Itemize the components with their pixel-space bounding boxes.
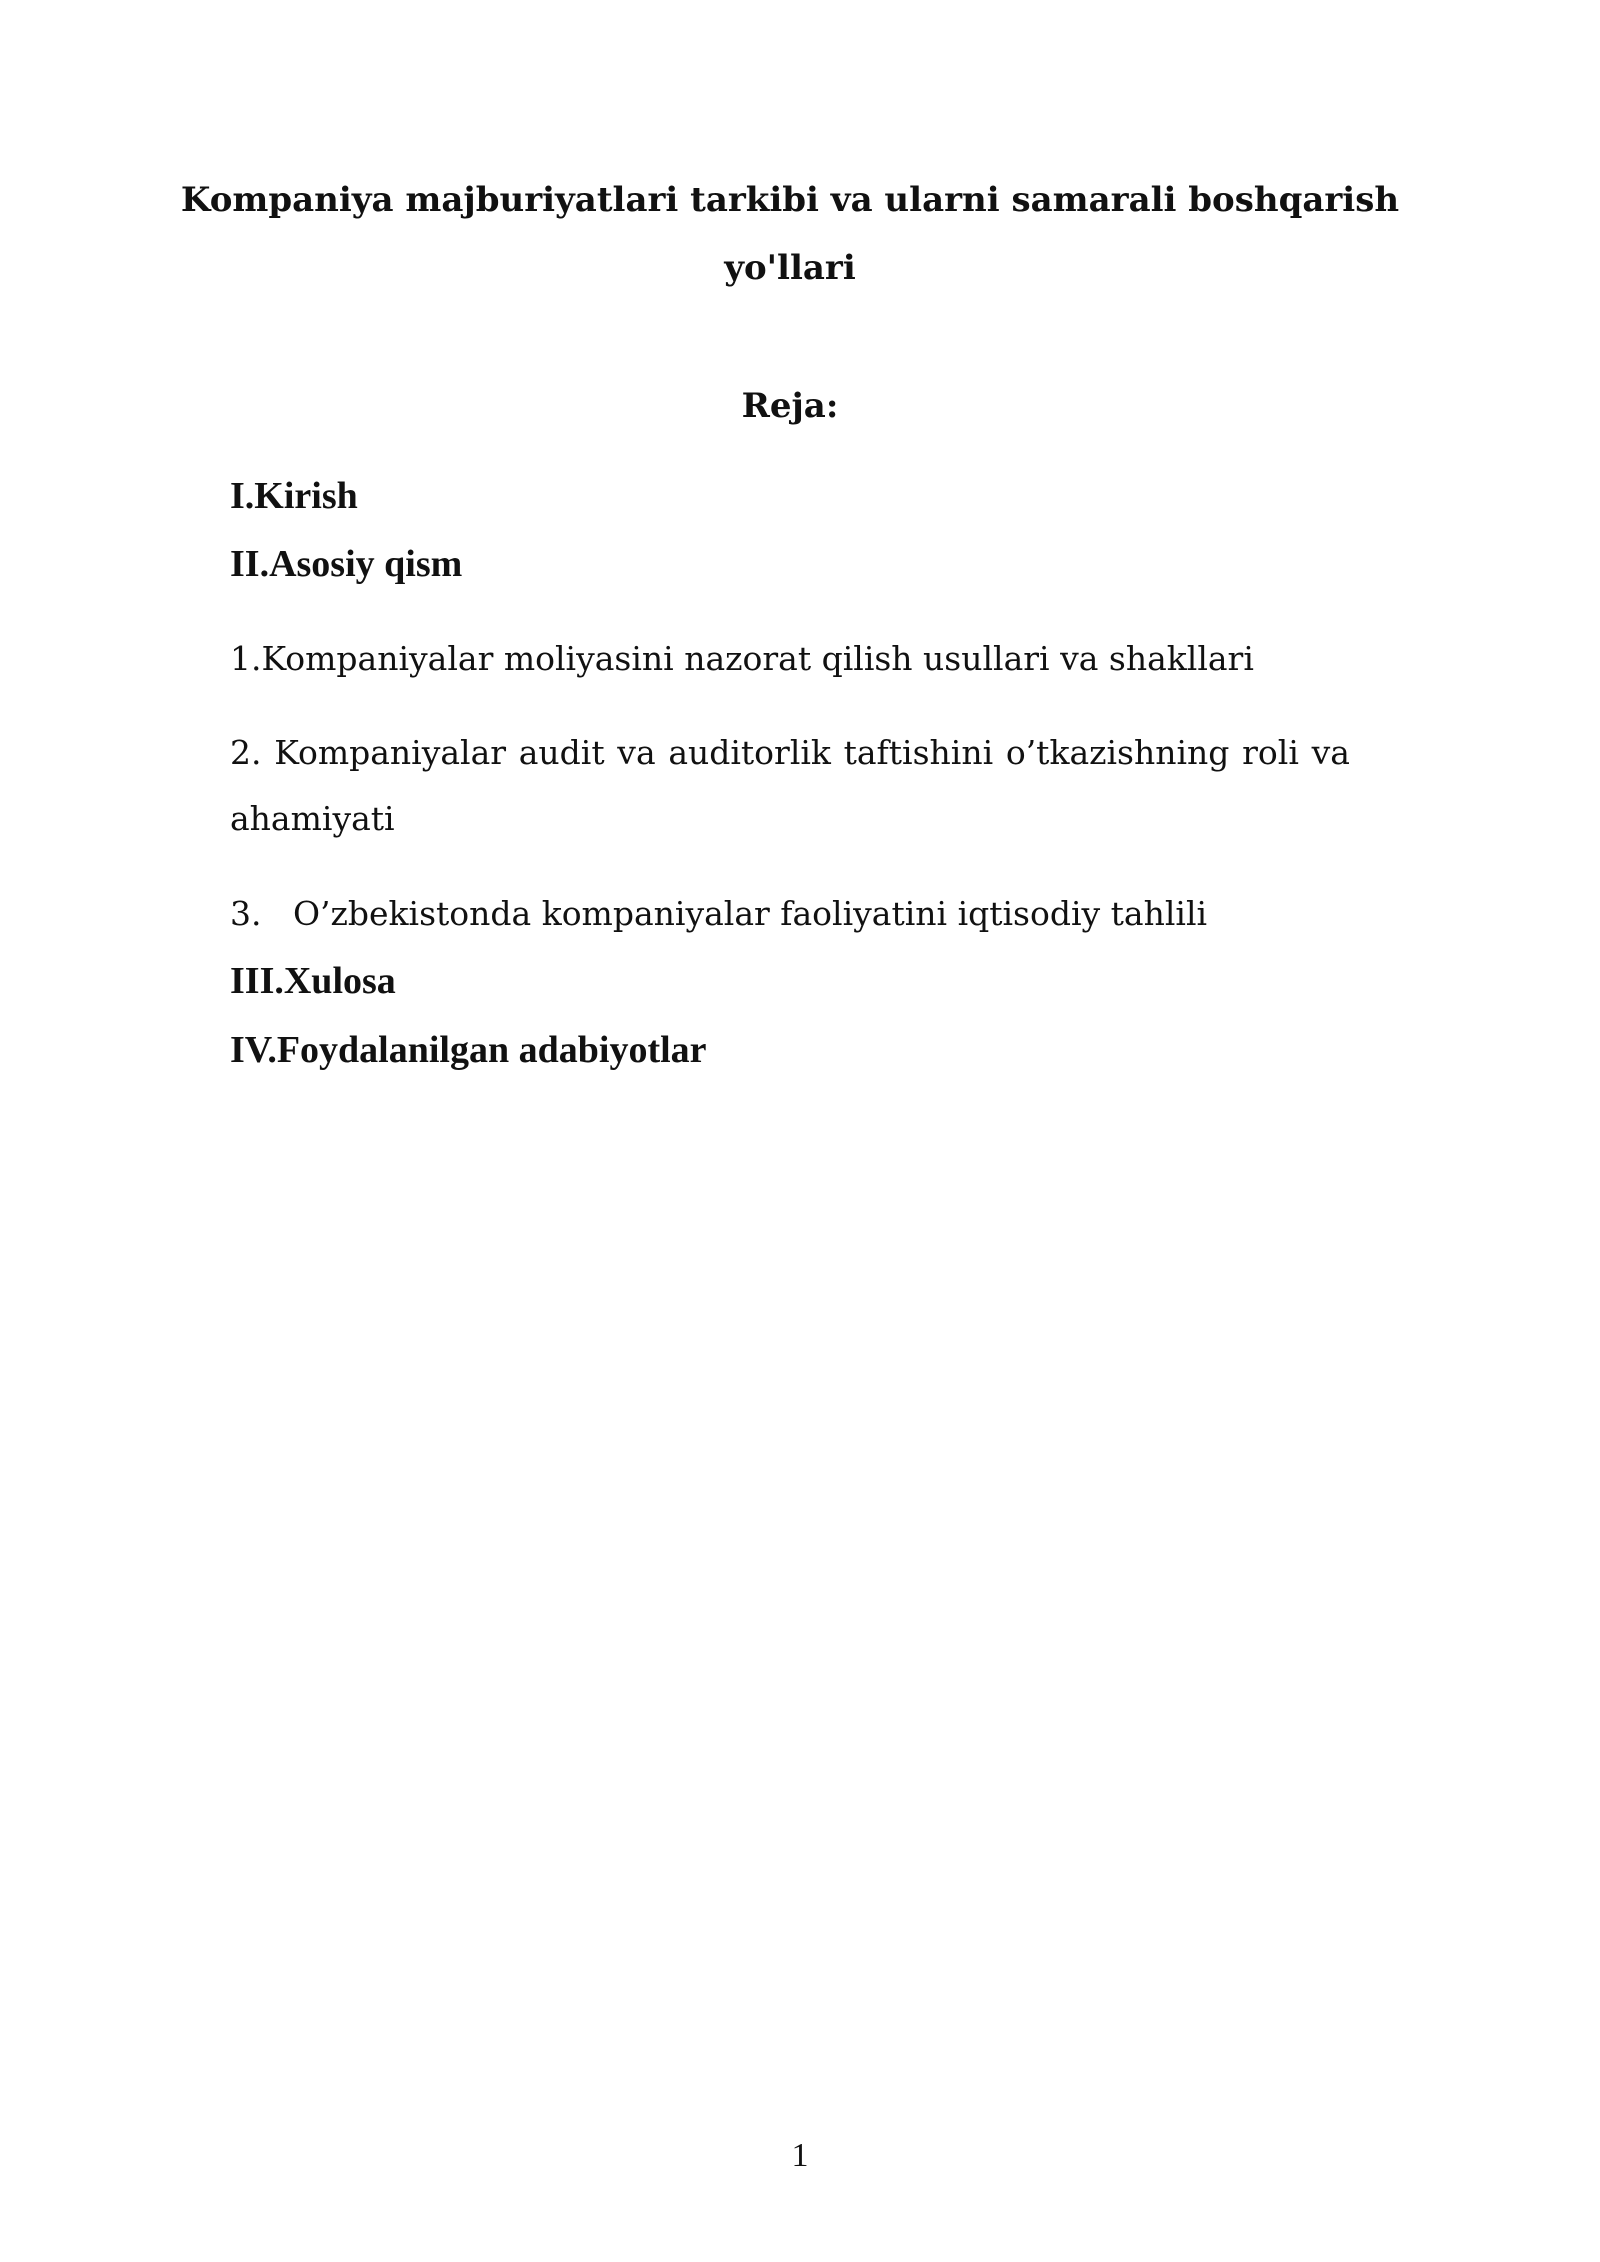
plan-item-2-word: va <box>617 733 656 772</box>
plan-item-2-word: audit <box>518 733 605 772</box>
plan-item-2-word: taftishini <box>843 733 994 772</box>
section-references: IV.Foydalanilgan adabiyotlar <box>230 1029 707 1071</box>
plan-item-2-line-1 <box>230 720 1350 786</box>
plan-item-2-word: roli <box>1242 733 1299 772</box>
plan-heading: Reja: <box>741 386 839 426</box>
plan-item-2-word: Kompaniyalar <box>274 733 507 772</box>
section-intro: I.Kirish <box>230 475 358 517</box>
page-number: 1 <box>791 2137 809 2174</box>
document-title-line-2: yo'llari <box>724 248 856 288</box>
section-main: II.Asosiy qism <box>230 543 463 585</box>
plan-item-1: 1.Kompaniyalar moliyasini nazorat qilish usullari va shakllari <box>230 639 1254 678</box>
section-conclusion: III.Xulosa <box>230 960 396 1002</box>
plan-item-2-word: auditorlik <box>668 733 831 772</box>
document-title-line-1: Kompaniya majburiyatlari tarkibi va ularni samarali boshqarish <box>180 180 1400 220</box>
plan-item-2-word: va <box>1311 733 1350 772</box>
plan-item-2-line-2: ahamiyati <box>230 799 395 838</box>
plan-item-3: 3. O’zbekistonda kompaniyalar faoliyatini iqtisodiy tahlili <box>230 894 1208 933</box>
plan-item-2-word: 2. <box>230 733 262 772</box>
plan-item-2-word: o’tkazishning <box>1005 733 1230 772</box>
